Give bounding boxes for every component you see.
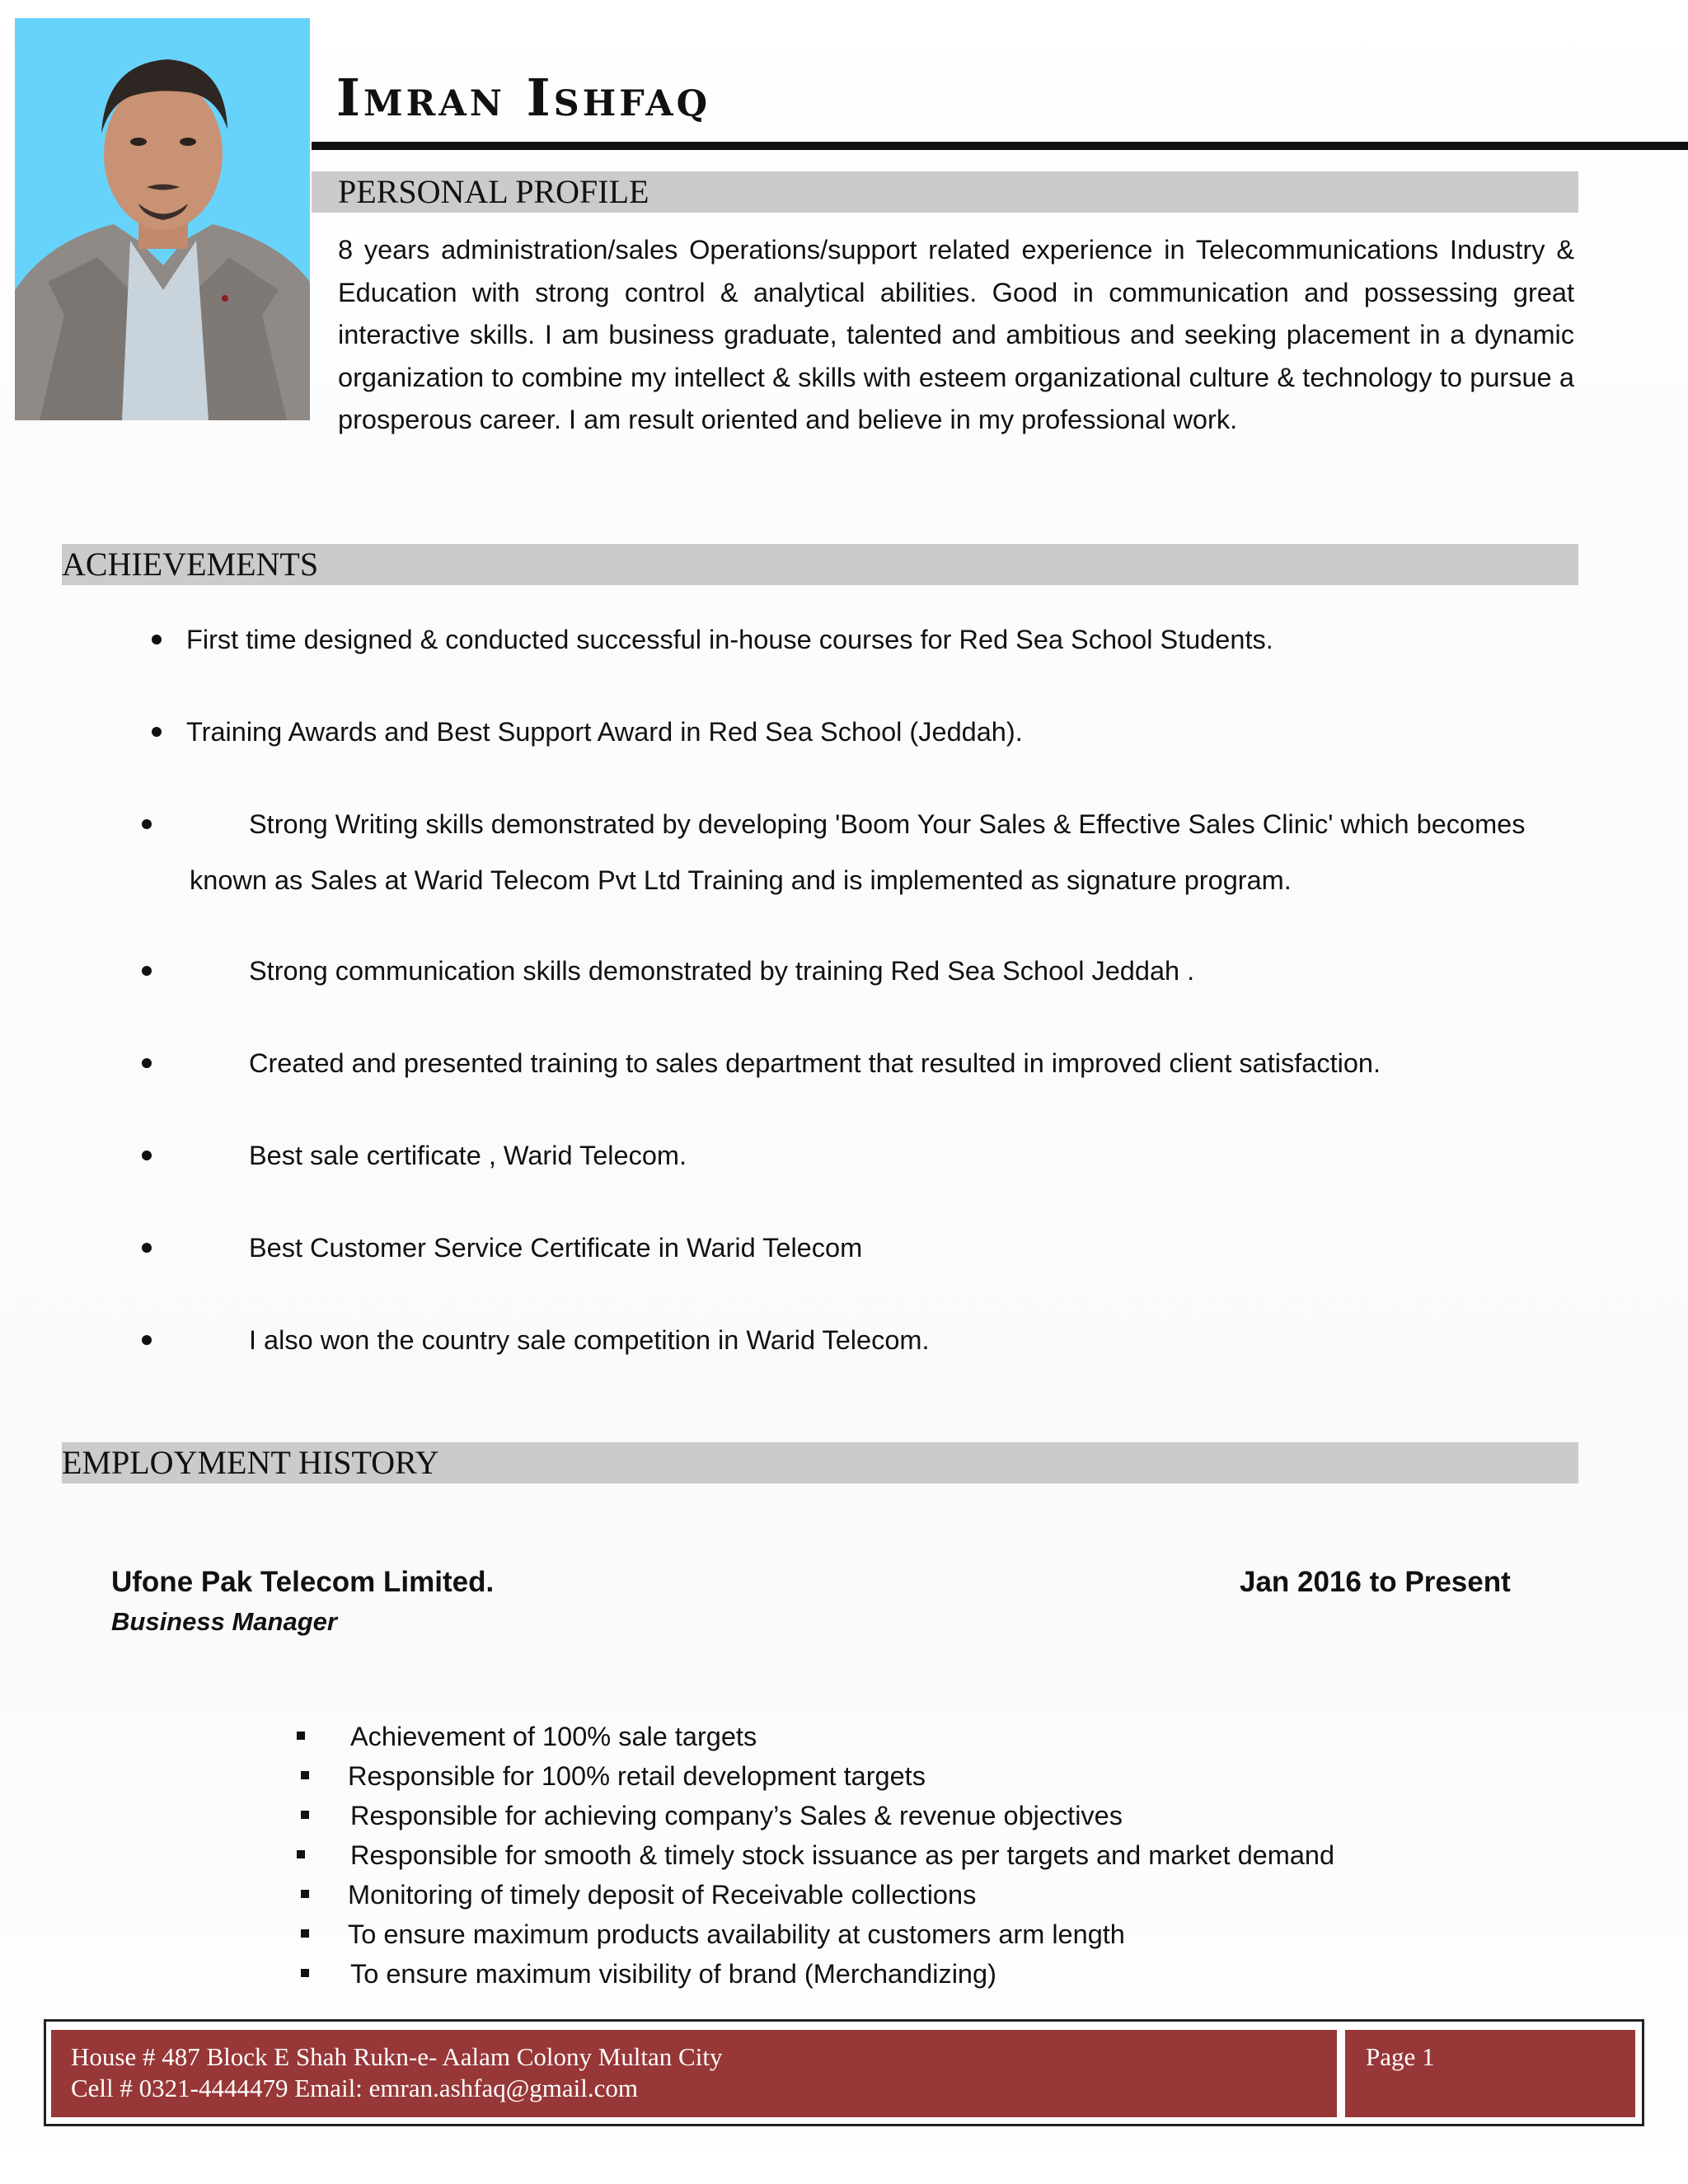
profile-text: 8 years administration/sales Operations/support related experience in Telecommunications Industry & Education with strong control & analytical abilities. Good in communication and possessing great interactive skills. I am business graduate, talented and ambitious and seeking placement in a dynamic organization to combine my intellect & skills with esteem organizational culture & technology to pursue a prosperous career. I am result oriented and believe in my professional work. bbox=[338, 235, 1574, 434]
employment-heading: EMPLOYMENT HISTORY bbox=[62, 1444, 439, 1481]
bullet-icon bbox=[142, 1243, 152, 1253]
square-bullet-icon bbox=[301, 1969, 309, 1977]
duty-item: Responsible for smooth & timely stock issuance as per targets and market demand bbox=[350, 1840, 1335, 1870]
achievement-item: Best Customer Service Certificate in Warid Telecom bbox=[249, 1233, 863, 1263]
bullet-icon bbox=[152, 635, 162, 644]
achievements-heading: ACHIEVEMENTS bbox=[62, 546, 319, 583]
square-bullet-icon bbox=[301, 1890, 309, 1898]
profile-photo bbox=[15, 18, 310, 420]
duty-item: Monitoring of timely deposit of Receivable collections bbox=[348, 1880, 977, 1910]
name-divider bbox=[312, 142, 1688, 150]
bullet-icon bbox=[142, 1058, 152, 1068]
achievement-item: Best sale certificate , Warid Telecom. bbox=[249, 1141, 687, 1170]
bullet-icon bbox=[142, 1335, 152, 1345]
achievement-item: Strong Writing skills demonstrated by developing 'Boom Your Sales & Effective Sales Clinic' which becomes bbox=[249, 809, 1526, 839]
achievement-item: First time designed & conducted successful in-house courses for Red Sea School Students. bbox=[186, 625, 1273, 654]
footer-address: House # 487 Block E Shah Rukn-e- Aalam Colony Multan City bbox=[71, 2042, 723, 2071]
duty-item: Responsible for 100% retail development targets bbox=[348, 1761, 926, 1791]
square-bullet-icon bbox=[301, 1811, 309, 1819]
square-bullet-icon bbox=[297, 1850, 305, 1858]
achievement-item: I also won the country sale competition in Warid Telecom. bbox=[249, 1325, 930, 1355]
profile-heading: PERSONAL PROFILE bbox=[338, 173, 649, 210]
bullet-icon bbox=[142, 1151, 152, 1160]
achievement-item-continuation: known as Sales at Warid Telecom Pvt Ltd Training and is implemented as signature program. bbox=[190, 865, 1292, 895]
duty-item: To ensure maximum products availability at customers arm length bbox=[348, 1919, 1125, 1949]
duty-item: Responsible for achieving company’s Sales & revenue objectives bbox=[350, 1801, 1123, 1830]
page-number: Page 1 bbox=[1366, 2042, 1435, 2071]
square-bullet-icon bbox=[301, 1771, 309, 1779]
job-title: Business Manager bbox=[111, 1607, 337, 1636]
job-company: Ufone Pak Telecom Limited. bbox=[111, 1566, 495, 1598]
bullet-icon bbox=[142, 966, 152, 976]
bullet-icon bbox=[152, 727, 162, 737]
achievement-item: Created and presented training to sales department that resulted in improved client satisfaction. bbox=[249, 1048, 1381, 1078]
achievement-item: Strong communication skills demonstrated by training Red Sea School Jeddah . bbox=[249, 956, 1195, 986]
candidate-name: Imran Ishfaq bbox=[336, 68, 711, 128]
square-bullet-icon bbox=[301, 1929, 309, 1938]
square-bullet-icon bbox=[297, 1732, 305, 1740]
bullet-icon bbox=[142, 819, 152, 829]
duty-item: Achievement of 100% sale targets bbox=[350, 1722, 757, 1751]
achievement-item: Training Awards and Best Support Award in Red Sea School (Jeddah). bbox=[186, 717, 1023, 747]
footer-contact: Cell # 0321-4444479 Email: emran.ashfaq@gmail.com bbox=[71, 2074, 639, 2102]
job-dates: Jan 2016 to Present bbox=[1240, 1566, 1511, 1598]
duty-item: To ensure maximum visibility of brand (Merchandizing) bbox=[350, 1959, 996, 1989]
